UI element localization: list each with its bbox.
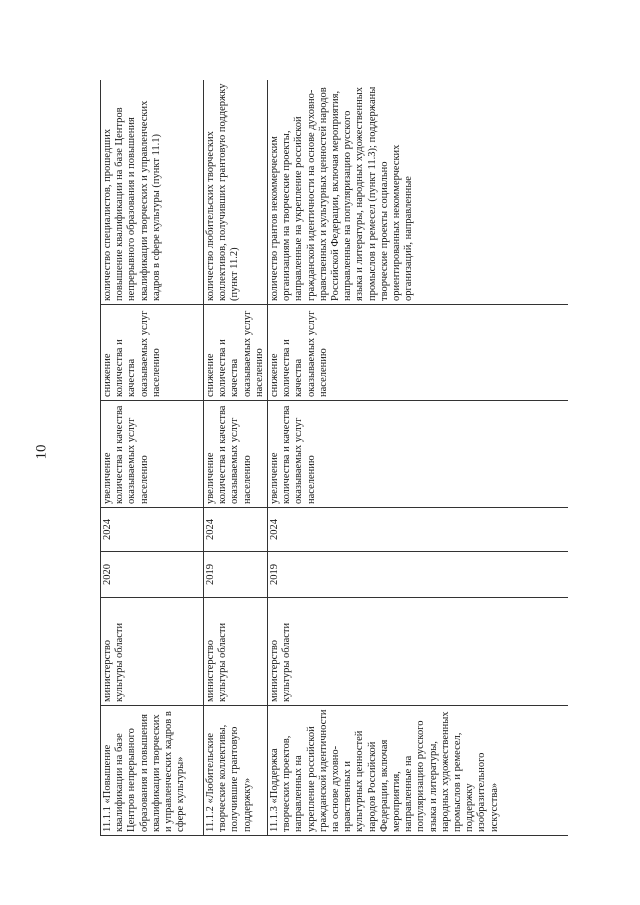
cell-end-year: 2024 xyxy=(268,508,568,552)
table-row xyxy=(204,80,268,836)
cell-start-year: 2019 xyxy=(268,552,568,598)
cell-name: 11.1.2 «Любительские творческие коллективы, получившие грантовую поддержку» xyxy=(204,706,268,836)
table-row xyxy=(268,80,568,836)
cell-indicator: количество любительских творческих коллективов, получивших грантовую поддержку (пункт 11.2) xyxy=(204,80,268,305)
cell-expected-result: увеличение количества и качества оказываемых услуг населению xyxy=(101,401,204,508)
cell-name: 11.1.1 «Повышение квалификации на базе Центров непрерывного образования и повышения квалификации творческих и управленческих кадров в сфере культуры» xyxy=(101,706,204,836)
cell-start-year: 2019 xyxy=(204,552,268,598)
table-frame xyxy=(100,80,568,836)
cell-consequence: снижение количества и качества оказываемых услуг населению xyxy=(268,305,568,401)
cell-name: 11.1.3 «Поддержка творческих проектов, направленных на укрепление российской гражданской идентичности на основе духовно-нравственных и культурных ценностей народов Российской Федерации, включая мероприятия, направленные на популяризацию русского языка и литературы, народных художественных промыслов и ремесел, поддержку изобразительного искусства» xyxy=(268,706,568,836)
cell-executor: министерство культуры области xyxy=(101,598,204,706)
page-number: 10 xyxy=(33,444,50,460)
rotated-table-container xyxy=(100,80,568,836)
cell-expected-result: увеличение количества и качества оказываемых услуг населению xyxy=(204,401,268,508)
cell-indicator: количество специалистов, прошедших повышение квалификации на базе Центров непрерывного образования и повышения квалификации творческих и управленческих кадров в сфере культуры (пункт 11.1) xyxy=(101,80,204,305)
program-table xyxy=(100,80,568,836)
table-row xyxy=(101,80,204,836)
cell-executor: министерство культуры области xyxy=(204,598,268,706)
cell-executor: министерство культуры области xyxy=(268,598,568,706)
cell-consequence: снижение количества и качества оказываемых услуг населению xyxy=(101,305,204,401)
cell-consequence: снижение количества и качества оказываемых услуг населению xyxy=(204,305,268,401)
cell-expected-result: увеличение количества и качества оказываемых услуг населению xyxy=(268,401,568,508)
cell-end-year: 2024 xyxy=(204,508,268,552)
cell-start-year: 2020 xyxy=(101,552,204,598)
cell-indicator: количество грантов некоммерческим организациям на творческие проекты, направленные на укрепление российской гражданской идентичности на основе духовно-нравственных и культурных ценностей народов Российской Федерации, включая мероприятия, направленные на популяризацию русского языка и литературы, народных художественных промыслов и ремесел (пункт 11.3); поддержаны творческие проекты социально ориентированных некоммерческих организаций, направленные xyxy=(268,80,568,305)
cell-end-year: 2024 xyxy=(101,508,204,552)
